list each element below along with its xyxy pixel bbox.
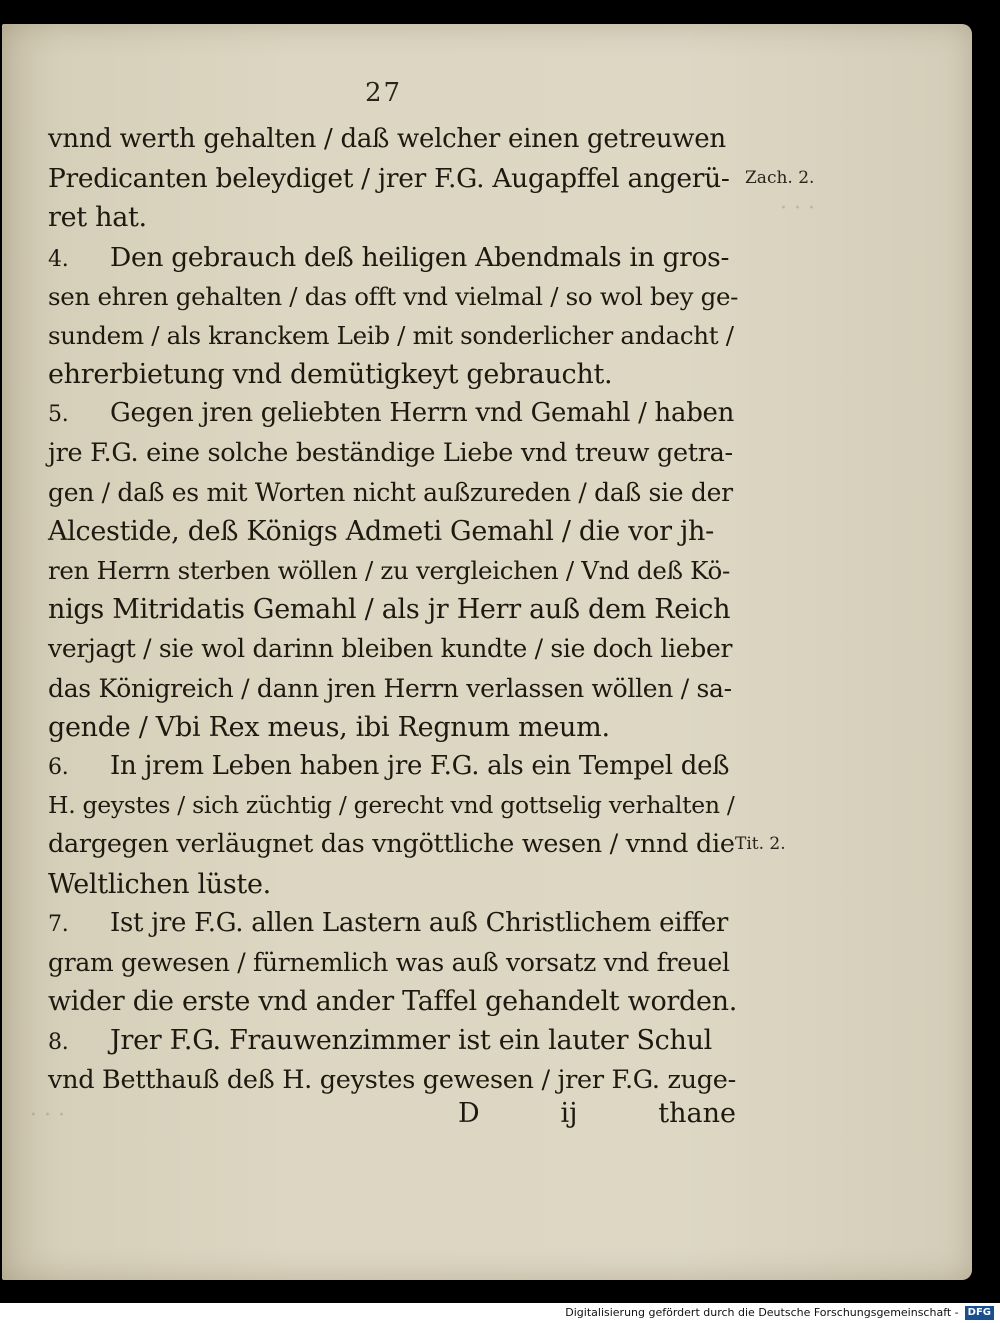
line-text: das Königreich / dann jren Herrn verlassen wöllen / sa- (48, 673, 732, 703)
line-text: Den gebrauch deß heiligen Abendmals in gros- (110, 241, 730, 273)
line-text: dargegen verläugnet das vngöttliche wesen / vnnd die (48, 829, 735, 860)
text-line (48, 943, 738, 982)
margin-note-zach: Zach. 2. (745, 168, 815, 188)
catchword: thane (658, 1098, 736, 1129)
footer-credit: Digitalisierung gefördert durch die Deutsche Forschungsgemeinschaft - (565, 1306, 959, 1319)
line-text: sen ehren gehalten / das offt vnd vielmal / so wol bey ge- (48, 281, 739, 311)
main-text (48, 120, 738, 1100)
text-line (48, 825, 738, 864)
margin-note-tit: Tit. 2. (735, 834, 786, 854)
line-text: nigs Mitridatis Gemahl / als jr Herr auß dem Reich (48, 594, 731, 626)
page-number: 27 (365, 78, 403, 108)
line-text: vnd Betthauß deß H. geystes gewesen / jrer F.G. zuge- (48, 1064, 736, 1095)
text-line (48, 512, 738, 551)
text-line (48, 590, 738, 629)
text-line (48, 904, 738, 943)
line-text: wider die erste vnd ander Taffel gehandelt worden. (48, 986, 738, 1018)
text-line (48, 316, 738, 355)
signature-mark: D (458, 1098, 480, 1129)
text-line (48, 551, 738, 590)
text-line (48, 434, 738, 473)
dfg-logo-icon: DFG (965, 1306, 994, 1320)
text-line (48, 277, 738, 316)
catchline (458, 1098, 736, 1129)
line-text: sundem / als kranckem Leib / mit sonderlicher andacht / (48, 320, 734, 350)
line-text: gende / Vbi Rex meus, ibi Regnum meum. (48, 711, 610, 743)
line-text: Jrer F.G. Frauwenzimmer ist ein lauter Schul (110, 1025, 712, 1057)
text-line (48, 355, 738, 394)
line-text: In jrem Leben haben jre F.G. als ein Tempel deß (110, 751, 730, 781)
paragraph-number: 7. (48, 911, 69, 937)
line-text: H. geystes / sich züchtig / gerecht vnd gottselig verhalten / (48, 791, 735, 820)
paragraph-number: 6. (48, 755, 69, 780)
line-text: Ist jre F.G. allen Lastern auß Christlichem eiffer (110, 907, 729, 938)
line-text: gram gewesen / fürnemlich was auß vorsatz vnd freuel (48, 947, 730, 977)
paragraph-number: 4. (48, 246, 69, 272)
text-line (48, 120, 738, 159)
text-line (48, 238, 738, 277)
line-text: Gegen jren geliebten Herrn vnd Gemahl / haben (110, 398, 735, 429)
text-line (48, 982, 738, 1021)
text-line (48, 1061, 738, 1100)
digitization-footer (0, 1303, 1000, 1323)
text-line (48, 198, 738, 237)
text-line (48, 394, 738, 433)
text-line (48, 747, 738, 786)
bleed-through-text: · · · (780, 196, 815, 221)
text-line (48, 473, 738, 512)
line-text: gen / daß es mit Worten nicht außzureden / daß sie der (48, 477, 733, 507)
line-text: ehrerbietung vnd demütigkeyt gebraucht. (48, 359, 613, 391)
paragraph-number: 8. (48, 1030, 69, 1056)
text-line (48, 1021, 738, 1060)
line-text: jre F.G. eine solche beständige Liebe vnd treuw getra- (48, 437, 733, 468)
line-text: vnnd werth gehalten / daß welcher einen getreuwen (48, 124, 726, 154)
text-line (48, 159, 738, 198)
text-line (48, 629, 738, 668)
line-text: Weltlichen lüste. (48, 868, 271, 900)
text-line (48, 669, 738, 708)
bleed-through-text: · · · (30, 1103, 65, 1128)
line-text: Predicanten beleydiget / jrer F.G. Augapffel angerü- (48, 163, 730, 195)
text-line (48, 708, 738, 747)
line-text: verjagt / sie wol darinn bleiben kundte / sie doch lieber (48, 634, 733, 664)
text-line (48, 865, 738, 904)
signature-number: ij (560, 1098, 578, 1129)
line-text: ret hat. (48, 202, 147, 234)
line-text: ren Herrn sterben wöllen / zu vergleichen / Vnd deß Kö- (48, 556, 730, 586)
text-line (48, 786, 738, 825)
line-text: Alcestide, deß Königs Admeti Gemahl / die vor jh- (48, 515, 714, 547)
paragraph-number: 5. (48, 402, 69, 428)
